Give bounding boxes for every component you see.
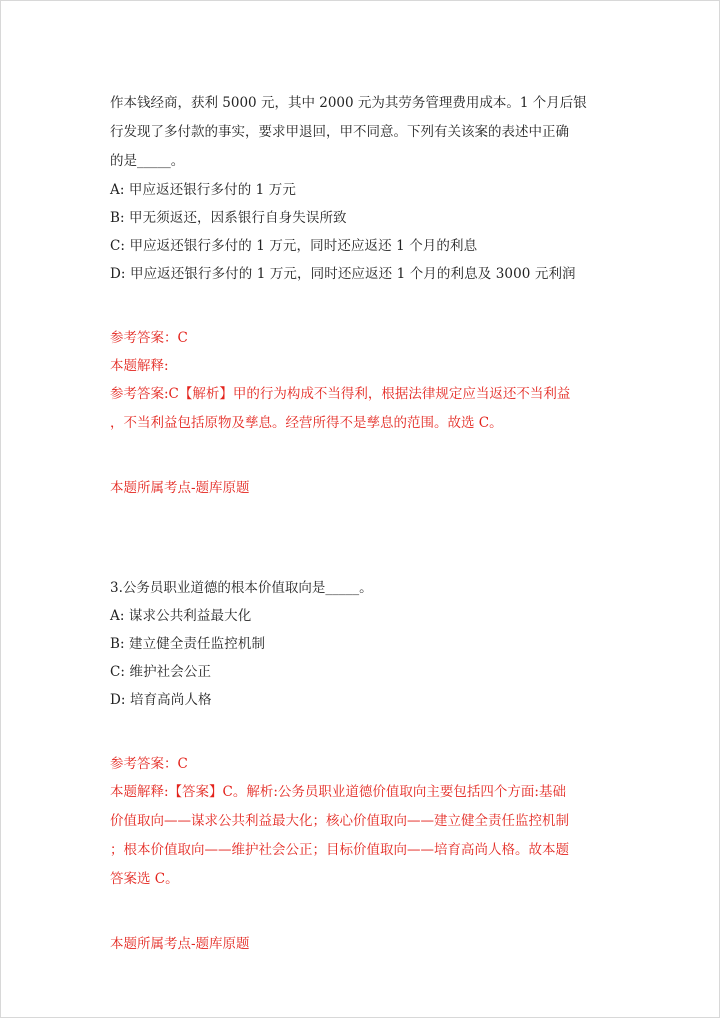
q2-explanation-line: 参考答案:C【解析】甲的行为构成不当得利，根据法律规定应当返还不当利益 [110, 386, 571, 402]
q2-option-b: B: 甲无须返还，因系银行自身失误所致 [110, 210, 347, 226]
q3-option-b: B: 建立健全责任监控机制 [110, 636, 266, 652]
q2-answer: 参考答案：C [110, 330, 188, 346]
page-content [110, 89, 615, 958]
q2-option-a: A: 甲应返还银行多付的 1 万元 [110, 182, 296, 198]
q3-option-c: C: 维护社会公正 [110, 664, 212, 680]
spacer [110, 502, 615, 574]
q3-explanation-line: 本题解释:【答案】C。解析:公务员职业道德价值取向主要包括四个方面:基础 [110, 784, 566, 800]
q2-option-d: D: 甲应返还银行多付的 1 万元，同时还应返还 1 个月的利息及 3000 元利润 [110, 266, 576, 282]
q3-explanation-line: 价值取向——谋求公共利益最大化；核心价值取向——建立健全责任监控机制 [110, 813, 569, 829]
spacer [110, 438, 615, 474]
q3-options [110, 602, 615, 714]
spacer [110, 714, 615, 750]
q3-explanation [110, 778, 615, 894]
q2-source: 本题所属考点-题库原题 [110, 480, 250, 496]
q2-stem-line: 作本钱经商，获利 5000 元，其中 2000 元为其劳务管理费用成本。1 个月后银 [110, 95, 587, 111]
q3-option-a: A: 谋求公共利益最大化 [110, 608, 252, 624]
q3-explanation-line: 答案选 C。 [110, 871, 179, 887]
q2-stem [110, 89, 615, 176]
q3-explanation-line: ；根本价值取向——维护社会公正；目标价值取向——培育高尚人格。故本题 [110, 842, 569, 858]
q2-explanation [110, 380, 615, 438]
spacer [110, 288, 615, 324]
q2-stem-line: 行发现了多付款的事实，要求甲退回，甲不同意。下列有关该案的表述中正确 [110, 124, 569, 140]
q3-answer: 参考答案：C [110, 756, 188, 772]
q3-stem: 3.公务员职业道德的根本价值取向是_____。 [110, 580, 373, 596]
q3-option-d: D: 培育高尚人格 [110, 692, 212, 708]
spacer [110, 894, 615, 930]
q2-option-c: C: 甲应返还银行多付的 1 万元，同时还应返还 1 个月的利息 [110, 238, 478, 254]
q2-explanation-label: 本题解释: [110, 358, 169, 374]
q2-stem-line: 的是_____。 [110, 153, 185, 169]
q2-options [110, 176, 615, 288]
q2-explanation-line: ，不当利益包括原物及孳息。经营所得不是孳息的范围。故选 C。 [110, 415, 503, 431]
q3-source: 本题所属考点-题库原题 [110, 936, 250, 952]
